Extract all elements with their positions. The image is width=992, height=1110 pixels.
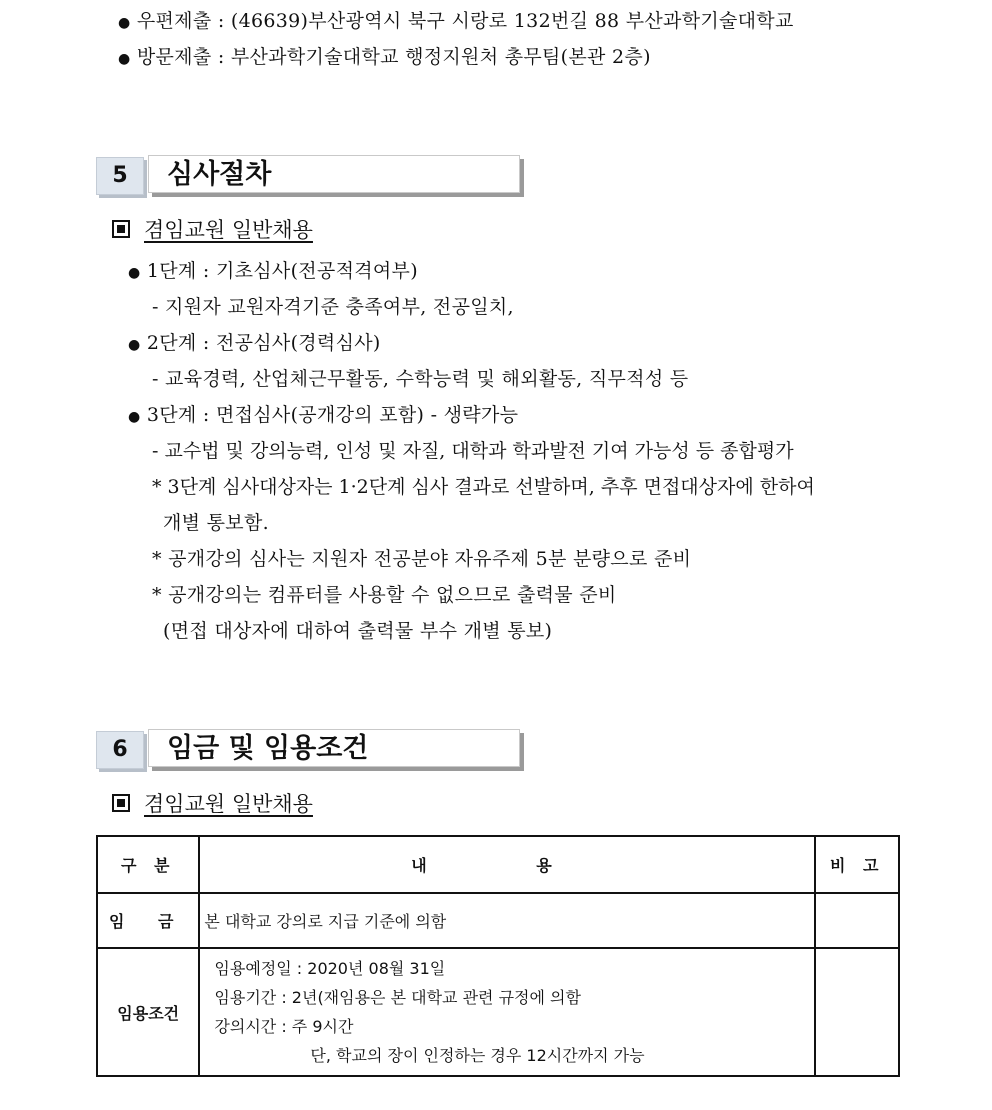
note-2: * 공개강의 심사는 지원자 전공분야 자유주제 5분 분량으로 준비: [152, 548, 692, 570]
section-6-subheading: [112, 788, 313, 818]
lecture-hours-exception: 단, 학교의 장이 인정하는 경우 12시간까지 가능: [310, 1046, 645, 1065]
wage-remarks: [815, 893, 899, 948]
filled-square-icon: [112, 220, 130, 238]
mail-submission-text: 우편제출 : (46639)부산광역시 북구 시랑로 132번길 88 부산과학기술대학교: [136, 10, 794, 32]
mail-submission-item: [118, 10, 794, 34]
step-2: [128, 332, 381, 356]
section-6-number: 6: [96, 731, 144, 769]
visit-submission-item: [118, 46, 651, 70]
bullet-icon: ●: [118, 15, 131, 31]
visit-submission-text: 방문제출 : 부산과학기술대학교 행정지원처 총무팀(본관 2층): [136, 46, 651, 68]
bullet-icon: ●: [128, 409, 141, 425]
step-3-detail: - 교수법 및 강의능력, 인성 및 자질, 대학과 학과발전 기여 가능성 등 종합평가: [152, 440, 794, 462]
table-row: [97, 893, 899, 948]
header-category: 구 분: [97, 836, 199, 893]
step-1: [128, 260, 418, 284]
section-5-title: 심사절차: [148, 155, 520, 193]
section-6-subheading-text: 겸임교원 일반채용: [144, 792, 313, 816]
table-header-row: [97, 836, 899, 893]
table-row: [97, 948, 899, 1076]
section-6-title: 임금 및 임용조건: [148, 729, 520, 767]
step-1-text: 1단계 : 기초심사(전공적격여부): [146, 260, 418, 282]
step-3-text: 3단계 : 면접심사(공개강의 포함) - 생략가능: [146, 404, 519, 426]
bullet-icon: ●: [128, 265, 141, 281]
conditions-content: [199, 948, 815, 1076]
conditions-label: 임용조건: [97, 948, 199, 1076]
note-1-line-1: * 3단계 심사대상자는 1·2단계 심사 결과로 선발하며, 추후 면접대상자에 한하여: [152, 476, 815, 498]
step-2-detail: - 교육경력, 산업체근무활동, 수학능력 및 해외활동, 직무적성 등: [152, 368, 689, 390]
appointment-date: 임용예정일 : 2020년 08월 31일: [214, 959, 446, 978]
section-5-subheading: [112, 214, 313, 244]
note-1-line-2: 개별 통보함.: [163, 512, 269, 534]
step-3: [128, 404, 518, 428]
section-5-number: 5: [96, 157, 144, 195]
lecture-hours: 강의시간 : 주 9시간: [214, 1017, 354, 1036]
appointment-period: 임용기간 : 2년(재임용은 본 대학교 관련 규정에 의함: [214, 988, 581, 1007]
header-content: 내 용: [199, 836, 815, 893]
bullet-icon: ●: [118, 51, 131, 67]
wage-content: 본 대학교 강의로 지급 기준에 의함: [199, 893, 815, 948]
note-3-line-2: (면접 대상자에 대하여 출력물 부수 개별 통보): [163, 620, 553, 642]
section-5-subheading-text: 겸임교원 일반채용: [144, 218, 313, 242]
employment-conditions-table: [96, 835, 900, 1077]
header-remarks: 비 고: [815, 836, 899, 893]
step-2-text: 2단계 : 전공심사(경력심사): [146, 332, 381, 354]
filled-square-icon: [112, 794, 130, 812]
step-1-detail: - 지원자 교원자격기준 충족여부, 전공일치,: [152, 296, 514, 318]
conditions-remarks: [815, 948, 899, 1076]
wage-label: 임 금: [97, 893, 199, 948]
note-3-line-1: * 공개강의는 컴퓨터를 사용할 수 없으므로 출력물 준비: [152, 584, 617, 606]
bullet-icon: ●: [128, 337, 141, 353]
